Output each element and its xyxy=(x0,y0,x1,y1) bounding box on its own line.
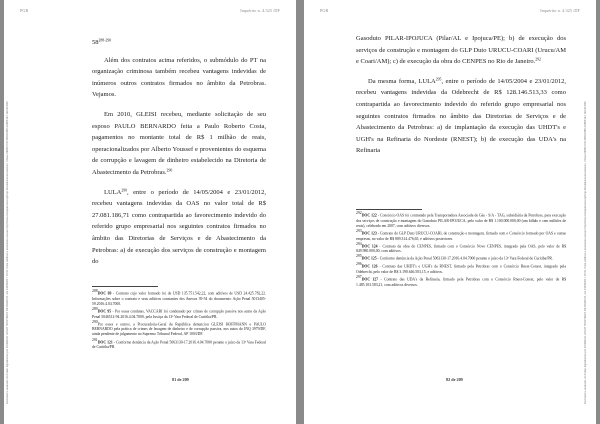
footnote: $^{296}$DOC 126 - Contrato das UHDT's e UGH's da RNEST, firmado pela Petrobras com o Consórcio Rnest-Conest, integrado pela Odebrecht, pelo valor de R$ 3.190.646.503,15, e aditivos. xyxy=(356,262,567,274)
header-org: PGR xyxy=(20,8,29,13)
footnotes xyxy=(356,213,566,290)
footnote-ref: 292 xyxy=(535,57,541,62)
paragraph-text: LULA xyxy=(104,188,122,196)
page-number: 81 de 209 xyxy=(172,377,189,382)
document-page-left xyxy=(4,0,296,424)
header-org: PGR xyxy=(320,8,329,13)
header-case-number: Inquérito n. 4.325 /DF xyxy=(240,8,280,13)
footnote-divider xyxy=(356,209,422,210)
paragraph-text: Em 2010, GLEISI recebeu, mediante solicitação de seu esposo PAULO BERNARDO feita a Paulo Roberto Costa, pagamentos no montante total de R$ 1 milhão de reais, operacionalizados por Alberto Youssef e provenientes do esquema de corrupção e lavagem de dinheiro estabelecido na Diretoria de Abastecimento da Petrobras. xyxy=(92,110,266,176)
footnote: $^{288}$DOC 69 - Contrato cujo valor formado foi de USD 135.751.542,22, com aditivos de USD 24.425.782,22. Informações sobre o contrato e seus aditivos constantes dos Anexos 39-54 do documento: Ação Penal 5013405-59.2016.4.04.7000. xyxy=(92,289,266,306)
footnote: $^{291}$DOC 121 - Conforme denúncia da Ação Penal 5063130-17.2016.4.04.7000 perante o juízo da 13ª Vara Federal de Curitiba/PR. xyxy=(92,337,266,350)
signature-stamp: Documento assinado via Token digitalmente por RODRIGO JANOT MONTEIRO DE BARROS, em 01/09/2017 15:10. Para verificar a assinatura acesse http://www.transparencia.mpf.mp.br/validacaodocumento. Chave 6E66C37D.0853A3B9.2A6BF1E7.AE10F18D xyxy=(6,101,9,404)
paragraph xyxy=(356,76,566,157)
paragraph-text: , entre o período de 14/05/2004 e 23/01/2012, recebeu vantagens indevidas da Odebrecht de R$ 128.146.513,33 como contrapartida ao favorecimento indevido do referido grupo empresarial nos seguintes contratos firmados no âmbito das Diretorias de Serviços e de Abastecimento da Petrobras: a) de implantação da execução das UHDT's e UGH's na Refinaria do Nordeste (RNEST); b) de execução das UDA's na Refinaria xyxy=(356,77,567,155)
footnote: $^{293}$DOC 123 - Contrato do GLP Duto URUCU-COARI, de construção e montagem, firmado com o Consórcio formado por OAS e outras empresas, no valor de R$ 809.314.476,65, e aditivos posteriores. xyxy=(356,228,566,241)
paragraph-number: 58 xyxy=(92,39,99,46)
document-page-right xyxy=(304,0,596,424)
footnote: $^{292}$DOC 122 - Consórcio OAS foi contratado pela Transportadora Associada de Gás - S/A - TAG, subsidiária da Petrobras, para execução dos serviços de construção e montagem do Gasoduto PILAR-IPOJUCA, pelo valor de R$ 1.100.000.000,00 (um bilhão e cem milhões de reais), celebrado em 2007, com aditivos diversos. xyxy=(356,211,566,228)
running-header xyxy=(320,8,580,13)
signature-stamp: Documento assinado via Token digitalmente por RODRIGO JANOT MONTEIRO DE BARROS, em 01/09/2017 15:10. Para verificar a assinatura acesse http://www.transparencia.mpf.mp.br/validacaodocumento. Chave 6E66C37D.0853A3B9.2A6BF1E7.AE10F18D xyxy=(584,101,587,404)
footnote-ref: 295 xyxy=(435,77,442,82)
paragraph xyxy=(92,109,266,179)
footnote: $^{290}$Por esses e outros, a Procuradoria-Geral da República denunciou GLEISI HOFFMANN e PAULO BERNARDO pela prática de crimes de lavagem de dinheiro e de corrupção passiva, nos autos do INQ 3979/DF, ainda pendente de julgamento no Supremo Tribunal Federal, AP 1003/DF. xyxy=(92,319,266,337)
footnote-ref: 290 xyxy=(121,187,128,192)
page-number: 82 de 209 xyxy=(446,377,463,382)
footnote: $^{295}$DOC 125 - Conforme denúncia da Ação Penal 5063130-17.2016.4.04.7000 perante o juízo da 13ª Vara Federal de Curitiba/PR. xyxy=(356,254,553,262)
paragraph: Além dos contratos acima referidos, o submódulo do PT na organização criminosa também recebeu vantagens indevidas de inúmeros outros contratos firmados no âmbito da Petrobras. Vejamos. xyxy=(92,56,266,99)
body-text xyxy=(92,37,266,276)
header-case-number: Inquérito n. 4.325 /DF xyxy=(540,8,580,13)
paragraph xyxy=(92,187,266,268)
footnotes xyxy=(92,291,266,352)
footnote: $^{294}$DOC 124 - Contrato da obra do CENPES, firmado com o Consórcio Novo CENPES, integrado pela OAS, pelo valor de R$ 849.980.000,00, com aditivos. xyxy=(356,241,566,254)
footnote: $^{289}$DOC 95 - Por essas condutas, VACCARI foi condenado por crimes de corrupção passiva nos autos da Ação Penal 5046512-94.2016.4.04.7000, pela Justiça da 13ª Vara Federal de Curitiba/PR. xyxy=(92,306,266,319)
footnote-ref: 290 xyxy=(166,168,173,173)
paragraph xyxy=(356,33,566,68)
body-text xyxy=(356,33,566,165)
paragraph xyxy=(92,37,266,49)
running-header xyxy=(20,8,280,13)
footnote-ref: 288-290 xyxy=(98,38,112,43)
paragraph-text: Gasoduto PILAR-IPOJUCA (Pilar/AL e Ipojuca/PE); b) de execução dos serviços de construção e montagem do GLP Duto URUCU-COARI (Urucu/AM e Coari/AM); c) de execução da obra do CENPES no Rio de Janeiro. xyxy=(356,35,566,66)
footnote-divider xyxy=(92,286,158,287)
paragraph-text: Da mesma forma, LULA xyxy=(368,77,436,85)
paragraph-text: , entre o período de 14/05/2004 e 23/01/2012, recebeu vantagens indevidas da OAS no valor total de R$ 27.081.186,71 como contrapartida ao favorecimento indevido do referido grupo empresarial nos seguintes contratos firmados no âmbito das Diretorias de Serviços e de Abastecimento da Petrobras: a) de execução dos serviços de construção e montagem do xyxy=(92,188,266,266)
footnote: $^{297}$DOC 127 - Contrato das UDA's da Refinaria, firmado pela Petrobras com o Consórcio Rnest-Conest, pelo valor de R$ 1.485.103.583,21, com aditivos diversos. xyxy=(356,274,566,287)
